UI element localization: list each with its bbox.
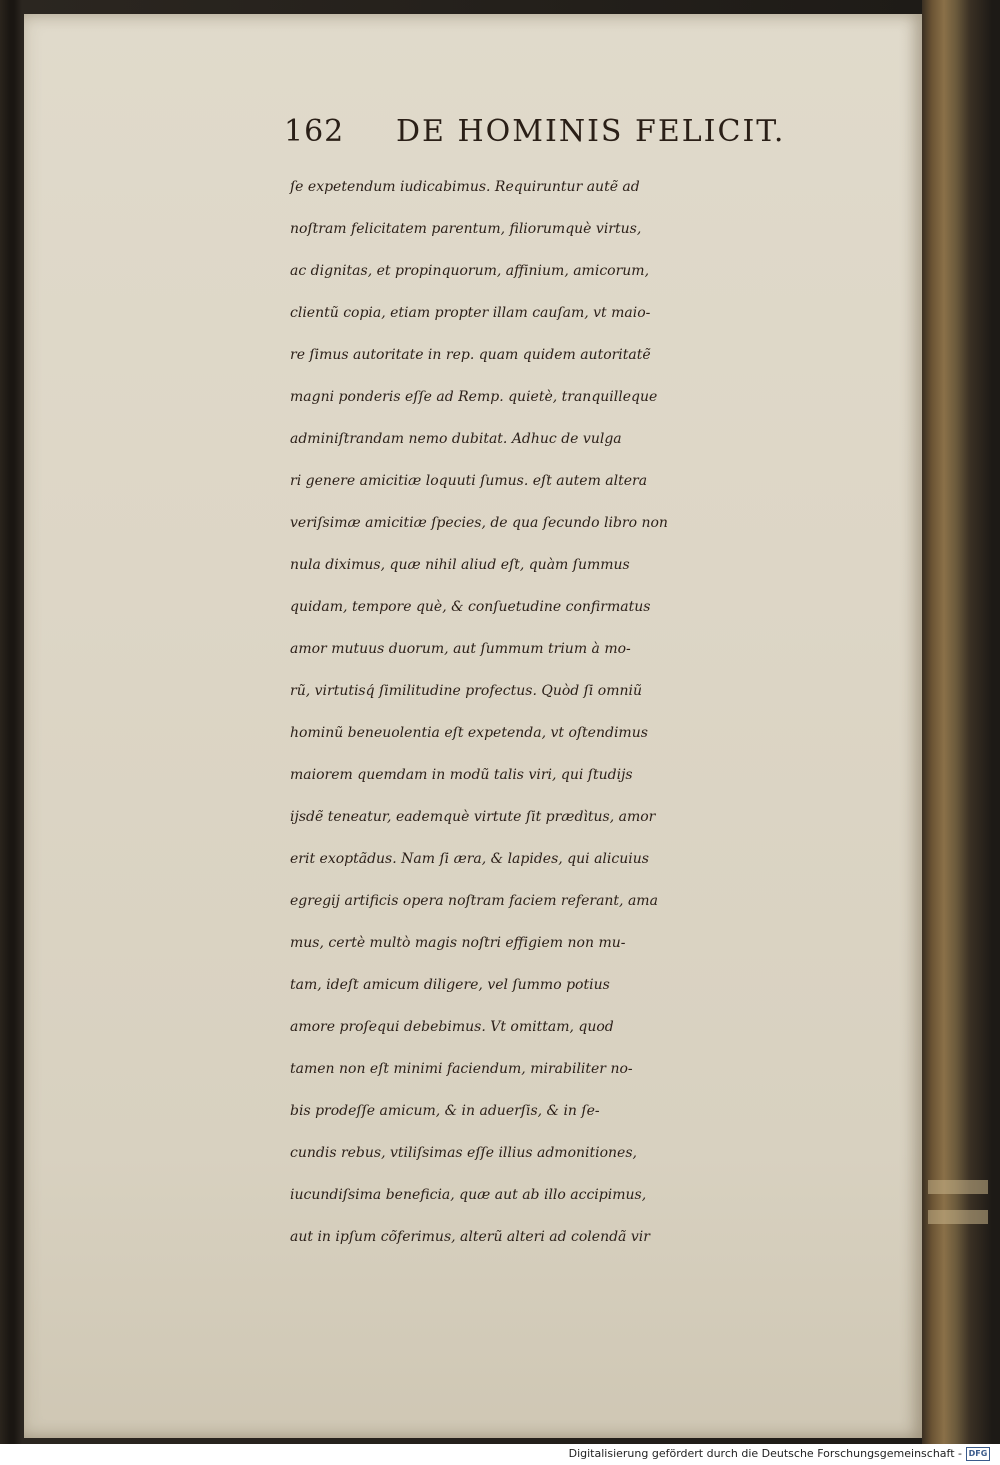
text-line: re ſimus autoritate in rep. quam quidem autoritatẽ [290, 347, 651, 363]
text-line: clientũ copia, etiam propter illam cauſam, vt maio- [290, 305, 651, 321]
text-line: mus, certè multò magis noſtri effigiem non mu- [290, 935, 626, 951]
text-line: nula diximus, quæ nihil aliud eſt, quàm ſummus [290, 557, 630, 573]
body-text [290, 166, 910, 1258]
funding-credit: Digitalisierung gefördert durch die Deutsche Forschungsgemeinschaft - [568, 1447, 962, 1460]
text-line: bis prodeſſe amicum, & in aduerſis, & in ſe- [290, 1103, 600, 1119]
text-line: egregij artificis opera noſtram faciem referant, ama [290, 893, 658, 909]
text-line: iucundiſsima beneficia, quæ aut ab illo accipimus, [290, 1187, 647, 1203]
text-line: magni ponderis eſſe ad Remp. quietè, tranquilleque [290, 389, 658, 405]
dfg-logo: DFG [966, 1447, 990, 1461]
page-number: 162 [284, 114, 345, 149]
adjacent-page-edge [922, 0, 1000, 1444]
edge-band [928, 1210, 988, 1224]
text-line: aut in ipſum cõferimus, alterũ alteri ad colendã vir [290, 1229, 650, 1245]
text-line: rũ, virtutisq́ ſimilitudine profectus. Quòd ſi omniũ [290, 683, 643, 699]
text-line: amor mutuus duorum, aut ſummum trium à mo- [290, 641, 631, 657]
text-line: ijsdẽ teneatur, eademquè virtute ſit prædìtus, amor [290, 809, 656, 825]
text-line: cundis rebus, vtiliſsimas eſſe illius admonitiones, [290, 1145, 637, 1161]
text-line: erit exoptãdus. Nam ſi æra, & lapides, qui alicuius [290, 851, 649, 867]
text-line: quidam, tempore què, & conſuetudine confirmatus [290, 599, 651, 615]
running-head: DE HOMINIS FELICIT. [396, 114, 786, 149]
text-line: ri genere amicitiæ loquuti ſumus. eſt autem altera [290, 473, 648, 489]
text-line: amore proſequi debebimus. Vt omittam, quod [290, 1019, 614, 1035]
text-line: ſe expetendum iudicabimus. Requiruntur autẽ ad [290, 179, 640, 195]
text-line: tam, ideſt amicum diligere, vel ſummo potius [290, 977, 610, 993]
text-line: noſtram felicitatem parentum, filiorumquè virtus, [290, 221, 642, 237]
page-header [284, 112, 844, 154]
digitization-footer [0, 1444, 1000, 1465]
text-line: veriſsimæ amicitiæ ſpecies, de qua ſecundo libro non [290, 515, 668, 531]
text-line: maiorem quemdam in modũ talis viri, qui ſtudijs [290, 767, 633, 783]
text-line: tamen non eſt minimi faciendum, mirabiliter no- [290, 1061, 633, 1077]
text-line: hominũ beneuolentia eſt expetenda, vt oſtendimus [290, 725, 648, 741]
text-line: adminiſtrandam nemo dubitat. Adhuc de vulga [290, 431, 622, 447]
text-line: ac dignitas, et propinquorum, affinium, amicorum, [290, 263, 650, 279]
edge-band [928, 1180, 988, 1194]
